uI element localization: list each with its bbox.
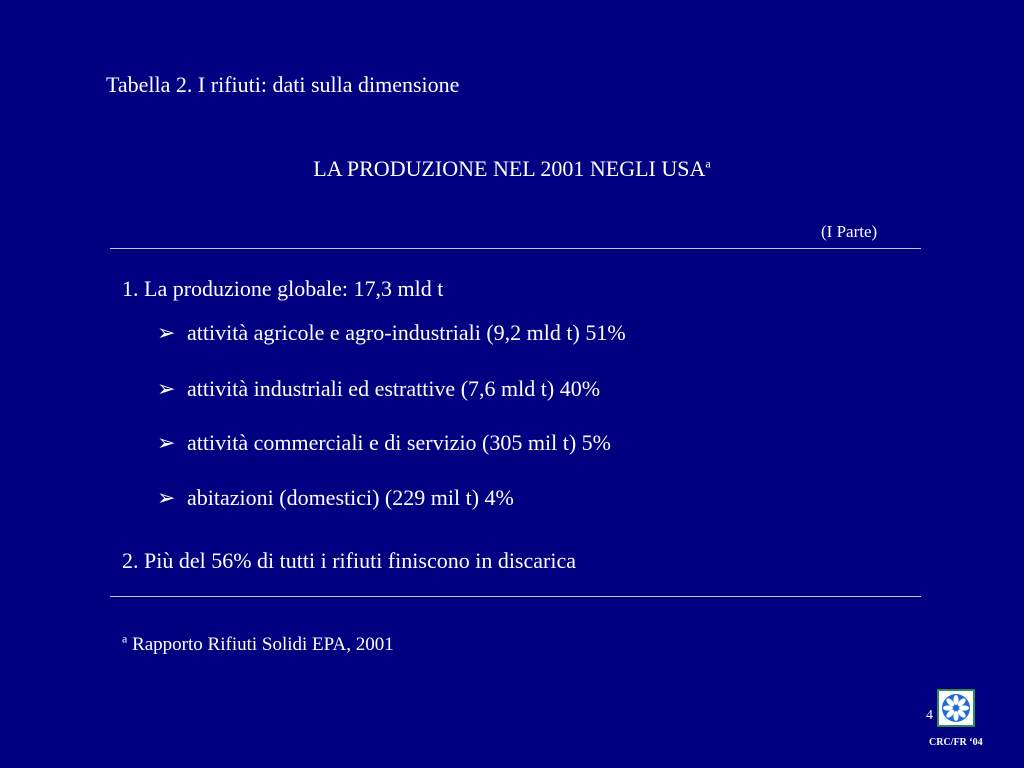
part-label: (I Parte) xyxy=(821,222,878,241)
arrow-bullet-icon: ➢ xyxy=(157,430,176,455)
page-number: 4 xyxy=(926,708,933,723)
bullet-item xyxy=(157,485,514,511)
title-footnote-mark: a xyxy=(705,156,711,171)
bullet-text: attività agricole e agro-industriali (9,2 mld t) 51% xyxy=(187,320,626,345)
bullet-item xyxy=(157,320,626,346)
slide-title-text: LA PRODUZIONE NEL 2001 NEGLI USA xyxy=(313,156,706,181)
bullet-item xyxy=(157,376,600,402)
bullet-item xyxy=(157,430,611,456)
leaf-logo-icon xyxy=(937,689,975,727)
table-caption: Tabella 2. I rifiuti: dati sulla dimensione xyxy=(106,72,460,97)
leaf-logo-graphic xyxy=(939,691,973,725)
footnote-text: Rapporto Rifiuti Solidi EPA, 2001 xyxy=(127,634,394,655)
footnote xyxy=(122,631,394,656)
bullet-text: attività commerciali e di servizio (305 mil t) 5% xyxy=(187,430,611,455)
slide-title xyxy=(0,156,1024,182)
arrow-bullet-icon: ➢ xyxy=(157,320,176,345)
top-divider xyxy=(110,248,921,249)
footnote-mark: a xyxy=(122,631,128,646)
arrow-bullet-icon: ➢ xyxy=(157,485,176,510)
bullet-text: attività industriali ed estrattive (7,6 mld t) 40% xyxy=(187,376,601,401)
bottom-divider xyxy=(110,596,921,597)
credit-label: CRC/FR ‘04 xyxy=(929,737,983,748)
bullet-text: abitazioni (domestici) (229 mil t) 4% xyxy=(187,485,514,510)
point-global-production: 1. La produzione globale: 17,3 mld t xyxy=(122,276,444,301)
arrow-bullet-icon: ➢ xyxy=(157,376,176,401)
point-landfill: 2. Più del 56% di tutti i rifiuti finiscono in discarica xyxy=(122,548,576,573)
